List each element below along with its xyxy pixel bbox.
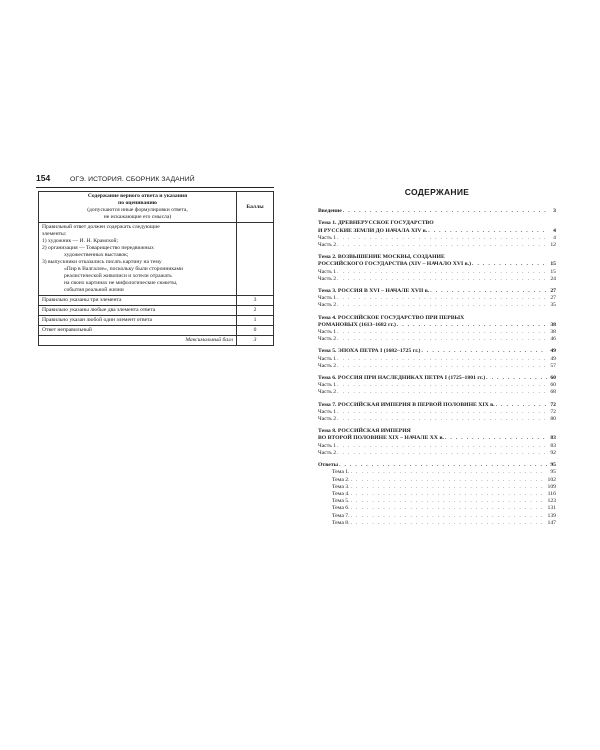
dot-leader xyxy=(351,469,547,476)
toc-part-entry[interactable] xyxy=(318,235,556,242)
toc-entry-label: Тема 5. xyxy=(332,498,350,505)
content-line: 3) выпускники отказались писать картину на тему xyxy=(42,259,162,265)
toc-answer-entry[interactable] xyxy=(318,513,556,520)
toc-entry-label: Часть 2 xyxy=(318,275,337,282)
toc-page-number: 12 xyxy=(550,242,556,249)
table-row xyxy=(39,306,274,316)
toc-page-number: 38 xyxy=(550,329,556,336)
dot-leader xyxy=(445,435,547,442)
toc-entry-label: ВО ВТОРОЙ ПОЛОВИНЕ XIX – НАЧАЛЕ XX в. xyxy=(318,435,444,442)
dot-leader xyxy=(337,276,547,283)
toc-entry-label: Часть 1 xyxy=(318,442,337,449)
dot-leader xyxy=(337,269,547,276)
toc-entry-label: Тема 4. xyxy=(332,490,350,497)
toc-answer-entry[interactable] xyxy=(318,469,556,476)
content-line: 1) художник — И. Н. Крамской; xyxy=(42,238,119,244)
toc-page-number: 4 xyxy=(553,234,556,241)
dot-leader xyxy=(421,348,547,355)
dot-leader xyxy=(337,242,547,249)
dot-leader xyxy=(337,363,547,370)
toc-entry-label: Часть 2 xyxy=(318,336,337,343)
toc-entry-label: Введение xyxy=(318,208,342,215)
toc-page-number: 109 xyxy=(547,483,556,490)
content-line: 2) организация — Товарищество передвижных xyxy=(42,245,154,251)
toc-topic-entry[interactable] xyxy=(318,228,556,235)
dot-leader xyxy=(472,261,547,268)
toc-answer-entry[interactable] xyxy=(318,484,556,491)
toc-entry-label: Часть 2 xyxy=(318,416,337,423)
toc-entry-label: Тема 6. xyxy=(332,505,350,512)
toc-entry-label: Часть 1 xyxy=(318,408,337,415)
toc-part-entry[interactable] xyxy=(318,356,556,363)
toc-topic xyxy=(318,254,556,268)
dot-leader xyxy=(428,228,547,235)
toc-part-entry[interactable] xyxy=(318,382,556,389)
toc-page-number: 83 xyxy=(550,442,556,449)
toc-topic-entry[interactable] xyxy=(318,288,556,295)
toc-part-entry[interactable] xyxy=(318,389,556,396)
toc-entry-label: Тема 1. xyxy=(332,469,350,476)
toc-page-number: 15 xyxy=(550,261,556,268)
running-header xyxy=(36,173,274,188)
dot-leader xyxy=(337,450,547,457)
dot-leader xyxy=(351,505,547,512)
content-line: на своих картинах не мифологические сюжеты, xyxy=(64,280,178,286)
content-line: элементы: xyxy=(42,231,67,237)
dot-leader xyxy=(337,336,547,343)
content-line: Правильный ответ должен содержать следующие xyxy=(42,224,160,230)
toc-entry-label: Часть 2 xyxy=(318,449,337,456)
toc-topic xyxy=(318,315,556,329)
toc-topic-entry[interactable] xyxy=(318,348,556,355)
criterion-cell: Правильно указаны любые два элемента ответа xyxy=(39,306,237,316)
score-cell: 1 xyxy=(237,316,274,326)
toc-page-number: 24 xyxy=(550,275,556,282)
left-page xyxy=(36,173,274,346)
toc-part-entry[interactable] xyxy=(318,409,556,416)
toc-page-number: 147 xyxy=(547,519,556,526)
toc-part-entry[interactable] xyxy=(318,302,556,309)
content-line: реалистической живописи и хотели отражать xyxy=(64,273,172,279)
score-cell: 3 xyxy=(237,296,274,306)
dot-leader xyxy=(337,295,547,302)
toc-topic-title-line: Тема 4. РОССИЙСКОЕ ГОСУДАРСТВО ПРИ ПЕРВЫХ xyxy=(318,314,465,321)
toc-entry-label: РОССИЙСКОГО ГОСУДАРСТВА (XIV – НАЧАЛО XVI в.) xyxy=(318,261,472,268)
dot-leader xyxy=(337,409,547,416)
answer-content-cell xyxy=(39,223,237,296)
toc-entry-label: Часть 1 xyxy=(318,234,337,241)
toc-entry-label: Тема 7. xyxy=(332,512,350,519)
criterion-cell: Правильно указаны три элемента xyxy=(39,296,237,306)
toc-page-number: 4 xyxy=(553,227,556,234)
score-cell: 0 xyxy=(237,326,274,336)
toc-entry-intro[interactable] xyxy=(318,208,556,215)
toc-entry-label: Часть 1 xyxy=(318,382,337,389)
toc-page-number: 49 xyxy=(550,355,556,362)
toc-entry-label: Тема 6. РОССИЯ ПРИ НАСЛЕДНИКАХ ПЕТРА I (1725–1801 гг.) xyxy=(318,375,486,382)
toc-topic-title-line: Тема 1. ДРЕВНЕРУССКОЕ ГОСУДАРСТВО xyxy=(318,220,434,227)
dot-leader xyxy=(337,382,547,389)
toc-entry-label: Часть 1 xyxy=(318,329,337,336)
toc-answer-entry[interactable] xyxy=(318,498,556,505)
toc-topic-title-line: Тема 2. ВОЗВЫШЕНИЕ МОСКВЫ, СОЗДАНИЕ xyxy=(318,254,445,261)
scoring-table xyxy=(38,191,274,346)
dot-leader xyxy=(351,513,547,520)
toc-page-number: 139 xyxy=(547,512,556,519)
dot-leader xyxy=(397,322,547,329)
toc-entry-label: Часть 2 xyxy=(318,242,337,249)
toc-part-entry[interactable] xyxy=(318,363,556,370)
toc-page-number: 49 xyxy=(550,348,556,355)
dot-leader xyxy=(337,443,547,450)
table-header-row xyxy=(39,192,274,223)
answer-content-row xyxy=(39,223,274,296)
toc-topic-entry[interactable] xyxy=(318,261,556,268)
toc-topic-entry[interactable] xyxy=(318,402,556,409)
toc-page-number: 92 xyxy=(550,449,556,456)
dot-leader xyxy=(496,402,547,409)
toc-entry-label: Часть 1 xyxy=(318,355,337,362)
toc-entry-label: Часть 1 xyxy=(318,295,337,302)
dot-leader xyxy=(337,235,547,242)
toc-part-entry[interactable] xyxy=(318,242,556,249)
toc-answer-entry[interactable] xyxy=(318,520,556,527)
right-page xyxy=(318,189,556,527)
toc-part-entry[interactable] xyxy=(318,276,556,283)
toc-topic xyxy=(318,428,556,442)
toc-page-number: 35 xyxy=(550,302,556,309)
header-main-line: по оцениванию xyxy=(118,200,157,206)
max-score-value: 3 xyxy=(237,336,274,346)
dot-leader xyxy=(337,329,547,336)
empty-score-cell xyxy=(237,223,274,296)
max-score-label: Максимальный балл xyxy=(39,336,237,346)
toc-page-number: 60 xyxy=(550,382,556,389)
table-row xyxy=(39,296,274,306)
toc-topic-entry[interactable] xyxy=(318,435,556,442)
score-cell: 2 xyxy=(237,306,274,316)
toc-topic xyxy=(318,402,556,409)
toc-part-entry[interactable] xyxy=(318,295,556,302)
toc-page-number: 27 xyxy=(550,288,556,295)
toc-answer-entry[interactable] xyxy=(318,477,556,484)
dot-leader xyxy=(351,491,547,498)
table-row xyxy=(39,316,274,326)
toc-entry-label: Часть 2 xyxy=(318,302,337,309)
toc-topic-entry[interactable] xyxy=(318,322,556,329)
toc-entry-label: Часть 1 xyxy=(318,268,337,275)
toc-page-number: 131 xyxy=(547,505,556,512)
toc-part-entry[interactable] xyxy=(318,450,556,457)
toc-page-number: 60 xyxy=(550,375,556,382)
toc-page-number: 38 xyxy=(550,321,556,328)
toc-page-number: 102 xyxy=(547,476,556,483)
toc-part-entry[interactable] xyxy=(318,269,556,276)
dot-leader xyxy=(351,484,547,491)
toc-topic xyxy=(318,220,556,234)
toc-entry-label: Часть 2 xyxy=(318,362,337,369)
toc-entry-label: Ответы xyxy=(318,462,339,469)
toc-topics xyxy=(318,220,556,457)
content-header xyxy=(39,192,237,223)
toc-page-number: 80 xyxy=(550,416,556,423)
dot-leader xyxy=(486,375,547,382)
toc-topic xyxy=(318,375,556,382)
toc-entry-label: И РУССКИЕ ЗЕМЛИ ДО НАЧАЛА XIV в. xyxy=(318,227,428,234)
toc-page-number: 72 xyxy=(550,408,556,415)
toc-page-number: 95 xyxy=(550,469,556,476)
toc-entry-label: РОМАНОВЫХ (1613–1682 гг.) xyxy=(318,321,396,328)
toc-page-number: 83 xyxy=(550,435,556,442)
header-sub-line: (допускаются иные формулировки ответа, xyxy=(87,207,188,213)
toc-page-number: 27 xyxy=(550,295,556,302)
toc-entry-label: Тема 8. xyxy=(332,519,350,526)
dot-leader xyxy=(339,462,547,469)
toc-part-entry[interactable] xyxy=(318,443,556,450)
toc-page-number: 57 xyxy=(550,362,556,369)
dot-leader xyxy=(343,208,547,215)
toc-entry-label: Тема 3. РОССИЯ В XVI – НАЧАЛЕ XVII в. xyxy=(318,288,430,295)
toc-page-number: 3 xyxy=(553,208,556,215)
header-main-line: Содержание верного ответа и указания xyxy=(87,193,188,199)
page-number: 154 xyxy=(36,173,51,183)
toc-page-number: 72 xyxy=(550,401,556,408)
toc-page-number: 15 xyxy=(550,268,556,275)
toc-entry-label: Часть 2 xyxy=(318,389,337,396)
header-sub-line: не искажающие его смысла) xyxy=(103,214,172,220)
content-line: «Пир в Валгалле», поскольку были сторонниками xyxy=(64,266,184,272)
content-line: события реальной жизни xyxy=(64,287,124,293)
toc-page-number: 46 xyxy=(550,336,556,343)
content-line: художественных выставок; xyxy=(64,252,129,258)
toc-part-entry[interactable] xyxy=(318,416,556,423)
toc-part-entry[interactable] xyxy=(318,329,556,336)
toc-answer-entry[interactable] xyxy=(318,491,556,498)
dot-leader xyxy=(337,389,547,396)
toc-answer-entry[interactable] xyxy=(318,505,556,512)
toc-entry-answers[interactable] xyxy=(318,462,556,469)
toc-entry-label: Тема 2. xyxy=(332,476,350,483)
toc-entry-label: Тема 3. xyxy=(332,483,350,490)
dot-leader xyxy=(351,498,547,505)
dot-leader xyxy=(337,302,547,309)
criterion-cell: Правильно указан любой один элемент ответа xyxy=(39,316,237,326)
toc-topic xyxy=(318,348,556,355)
max-score-row xyxy=(39,336,274,346)
table-row xyxy=(39,326,274,336)
toc-topic xyxy=(318,288,556,295)
toc-page-number: 116 xyxy=(547,490,556,497)
toc-topic-entry[interactable] xyxy=(318,375,556,382)
toc-page-number: 123 xyxy=(547,498,556,505)
dot-leader xyxy=(430,288,547,295)
running-title: ОГЭ. ИСТОРИЯ. СБОРНИК ЗАДАНИЙ xyxy=(70,176,195,183)
score-header: Баллы xyxy=(237,192,274,223)
toc-entry-label: Тема 5. ЭПОХА ПЕТРА I (1682–1725 гг.) xyxy=(318,348,421,355)
toc-entry-label: Тема 7. РОССИЙСКАЯ ИМПЕРИЯ В ПЕРВОЙ ПОЛОВИНЕ XIX в. xyxy=(318,401,495,408)
toc-answers-list xyxy=(318,469,556,527)
toc-title: СОДЕРЖАНИЕ xyxy=(404,187,470,197)
toc-part-entry[interactable] xyxy=(318,336,556,343)
dot-leader xyxy=(337,416,547,423)
criterion-cell: Ответ неправильный xyxy=(39,326,237,336)
dot-leader xyxy=(351,477,547,484)
dot-leader xyxy=(337,356,547,363)
toc-page-number: 95 xyxy=(550,462,556,469)
toc-page-number: 68 xyxy=(550,389,556,396)
toc-topic-title-line: Тема 8. РОССИЙСКАЯ ИМПЕРИЯ xyxy=(318,428,411,435)
dot-leader xyxy=(351,520,547,527)
